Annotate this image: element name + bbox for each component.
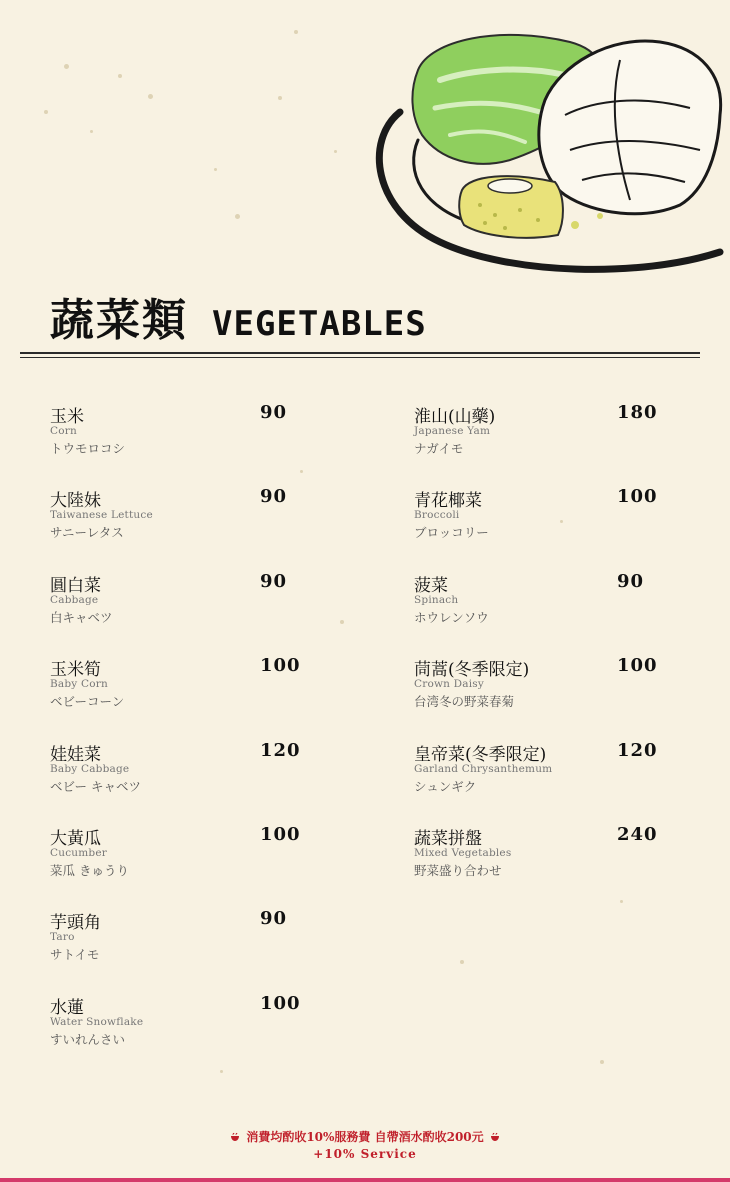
header-divider-bottom xyxy=(20,357,700,358)
item-name-zh: 皇帝菜(冬季限定) xyxy=(414,745,547,765)
item-name-jp: サトイモ xyxy=(50,947,100,962)
item-price: 100 xyxy=(617,655,658,676)
item-name-zh: 蔬菜拼盤 xyxy=(414,829,482,849)
item-name-en: Taro xyxy=(50,931,75,943)
item-name-jp: 野菜盛り合わせ xyxy=(414,863,502,878)
item-price: 100 xyxy=(617,486,658,507)
section-title-en: VEGETABLES xyxy=(212,304,427,344)
item-name-jp: ナガイモ xyxy=(414,441,464,456)
item-name-zh: 淮山(山藥) xyxy=(414,407,496,427)
item-name-zh: 菠菜 xyxy=(414,576,448,596)
menu-item xyxy=(50,571,310,641)
item-name-jp: 台湾冬の野菜春菊 xyxy=(414,694,515,709)
item-price: 180 xyxy=(617,402,658,423)
item-name-jp: サニーレタス xyxy=(50,525,124,540)
item-price: 100 xyxy=(260,655,301,676)
menu-item xyxy=(50,824,310,894)
item-name-en: Broccoli xyxy=(414,509,460,521)
item-name-zh: 娃娃菜 xyxy=(50,745,101,765)
hotpot-bowl-icon xyxy=(490,1132,500,1142)
service-note-en: +10% Service xyxy=(313,1147,417,1161)
item-price: 100 xyxy=(260,824,301,845)
item-name-en: Garland Chrysanthemum xyxy=(414,763,553,775)
menu-item xyxy=(414,571,674,641)
vegetable-plate-illustration xyxy=(360,20,730,280)
item-name-jp: トウモロコシ xyxy=(50,441,126,456)
item-name-jp: ベビーコーン xyxy=(50,694,125,709)
item-name-en: Cabbage xyxy=(50,594,99,606)
item-name-jp: 菜瓜 きゅうり xyxy=(50,863,129,878)
menu-item xyxy=(414,402,674,472)
hotpot-bowl-icon xyxy=(230,1132,240,1142)
menu-item xyxy=(414,740,674,810)
item-name-zh: 大黃瓜 xyxy=(50,829,101,849)
menu-item xyxy=(50,486,310,556)
item-price: 240 xyxy=(617,824,658,845)
item-name-jp: ホウレンソウ xyxy=(414,610,489,625)
item-price: 90 xyxy=(260,908,288,929)
item-price: 120 xyxy=(260,740,301,761)
item-name-en: Spinach xyxy=(414,594,459,606)
section-header xyxy=(50,284,427,348)
item-name-en: Corn xyxy=(50,425,77,437)
header-divider-top xyxy=(20,352,700,354)
item-name-zh: 大陸妹 xyxy=(50,491,101,511)
menu-item xyxy=(50,402,310,472)
item-name-en: Baby Corn xyxy=(50,678,108,690)
item-price: 90 xyxy=(260,402,288,423)
item-price: 90 xyxy=(260,486,288,507)
menu-item xyxy=(414,486,674,556)
item-name-jp: 白キャベツ xyxy=(50,610,113,625)
item-price: 90 xyxy=(617,571,645,592)
item-name-jp: シュンギク xyxy=(414,779,477,794)
menu-item xyxy=(50,908,310,978)
section-title-zh: 蔬菜類 xyxy=(50,295,188,346)
menu-item xyxy=(50,740,310,810)
menu-item xyxy=(414,655,674,725)
menu-item xyxy=(414,824,674,894)
item-name-zh: 圓白菜 xyxy=(50,576,101,596)
item-name-zh: 水蓮 xyxy=(50,998,84,1018)
item-name-zh: 茼蒿(冬季限定) xyxy=(414,660,530,680)
item-price: 90 xyxy=(260,571,288,592)
service-charge-note xyxy=(0,1128,730,1161)
item-name-zh: 青花椰菜 xyxy=(414,491,482,511)
item-name-zh: 玉米 xyxy=(50,407,84,427)
menu-item xyxy=(50,655,310,725)
item-name-en: Water Snowflake xyxy=(50,1016,144,1028)
item-name-jp: ベビー キャベツ xyxy=(50,779,141,794)
item-name-en: Taiwanese Lettuce xyxy=(50,509,153,521)
item-price: 120 xyxy=(617,740,658,761)
item-name-en: Japanese Yam xyxy=(414,425,491,437)
item-name-en: Baby Cabbage xyxy=(50,763,130,775)
item-name-en: Mixed Vegetables xyxy=(414,847,512,859)
item-name-en: Cucumber xyxy=(50,847,107,859)
item-name-en: Crown Daisy xyxy=(414,678,485,690)
service-note-zh: 消費均酌收10%服務費 自帶酒水酌收200元 xyxy=(246,1130,484,1144)
item-name-jp: ブロッコリー xyxy=(414,525,489,540)
item-price: 100 xyxy=(260,993,301,1014)
menu-item xyxy=(50,993,310,1063)
bottom-edge xyxy=(0,1178,730,1182)
item-name-zh: 玉米筍 xyxy=(50,660,101,680)
item-name-zh: 芋頭角 xyxy=(50,913,101,933)
item-name-jp: すいれんさい xyxy=(50,1032,126,1047)
